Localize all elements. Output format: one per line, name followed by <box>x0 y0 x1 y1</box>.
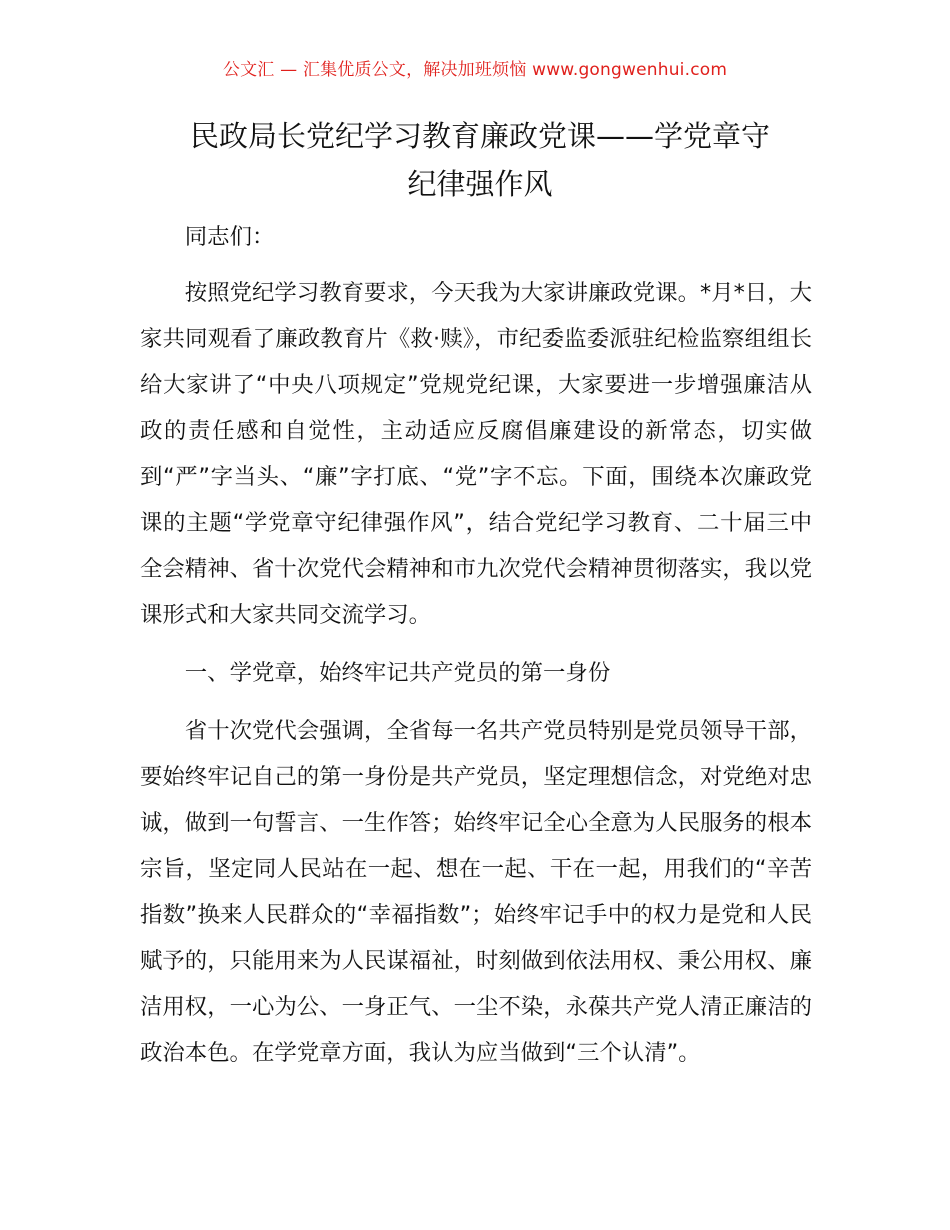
document-body <box>140 214 812 1076</box>
document-title <box>140 112 820 208</box>
title-line-1: 民政局长党纪学习教育廉政党课——学党章守 <box>189 119 770 153</box>
title-line-2: 纪律强作风 <box>407 167 553 201</box>
paragraph-section-1: 省十次党代会强调，全省每一名共产党员特别是党员领导干部，要始终牢记自己的第一身份是共产党员，坚定理想信念，对党绝对忠诚，做到一句誓言、一生作答；始终牢记全心全意为人民服务的根本宗旨，坚定同人民站在一起、想在一起、干在一起，用我们的“辛苦指数”换来人民群众的“幸福指数”；始终牢记手中的权力是党和人民赋予的，只能用来为人民谋福祉，时刻做到依法用权、秉公用权、廉洁用权，一心为公、一身正气、一尘不染，永葆共产党人清正廉洁的政治本色。在学党章方面，我认为应当做到“三个认清”。 <box>140 718 812 1066</box>
salutation: 同志们： <box>184 224 275 250</box>
site-banner: 公文汇 — 汇集优质公文，解决加班烦恼 www.gongwenhui.com <box>222 60 728 80</box>
section-heading: 一、学党章，始终牢记共产党员的第一身份 <box>184 660 611 686</box>
paragraph-intro: 按照党纪学习教育要求，今天我为大家讲廉政党课。*月*日，大家共同观看了廉政教育片《救·赎》，市纪委监委派驻纪检监察组组长给大家讲了“中央八项规定”党规党纪课，大家要进一步增强廉洁从政的责任感和自觉性，主动适应反腐倡廉建设的新常态，切实做到“严”字当头、“廉”字打底、“党”字不忘。下面，围绕本次廉政党课的主题“学党章守纪律强作风”，结合党纪学习教育、二十届三中全会精神、省十次党代会精神和市九次党代会精神贯彻落实，我以党课形式和大家共同交流学习。 <box>140 280 812 628</box>
